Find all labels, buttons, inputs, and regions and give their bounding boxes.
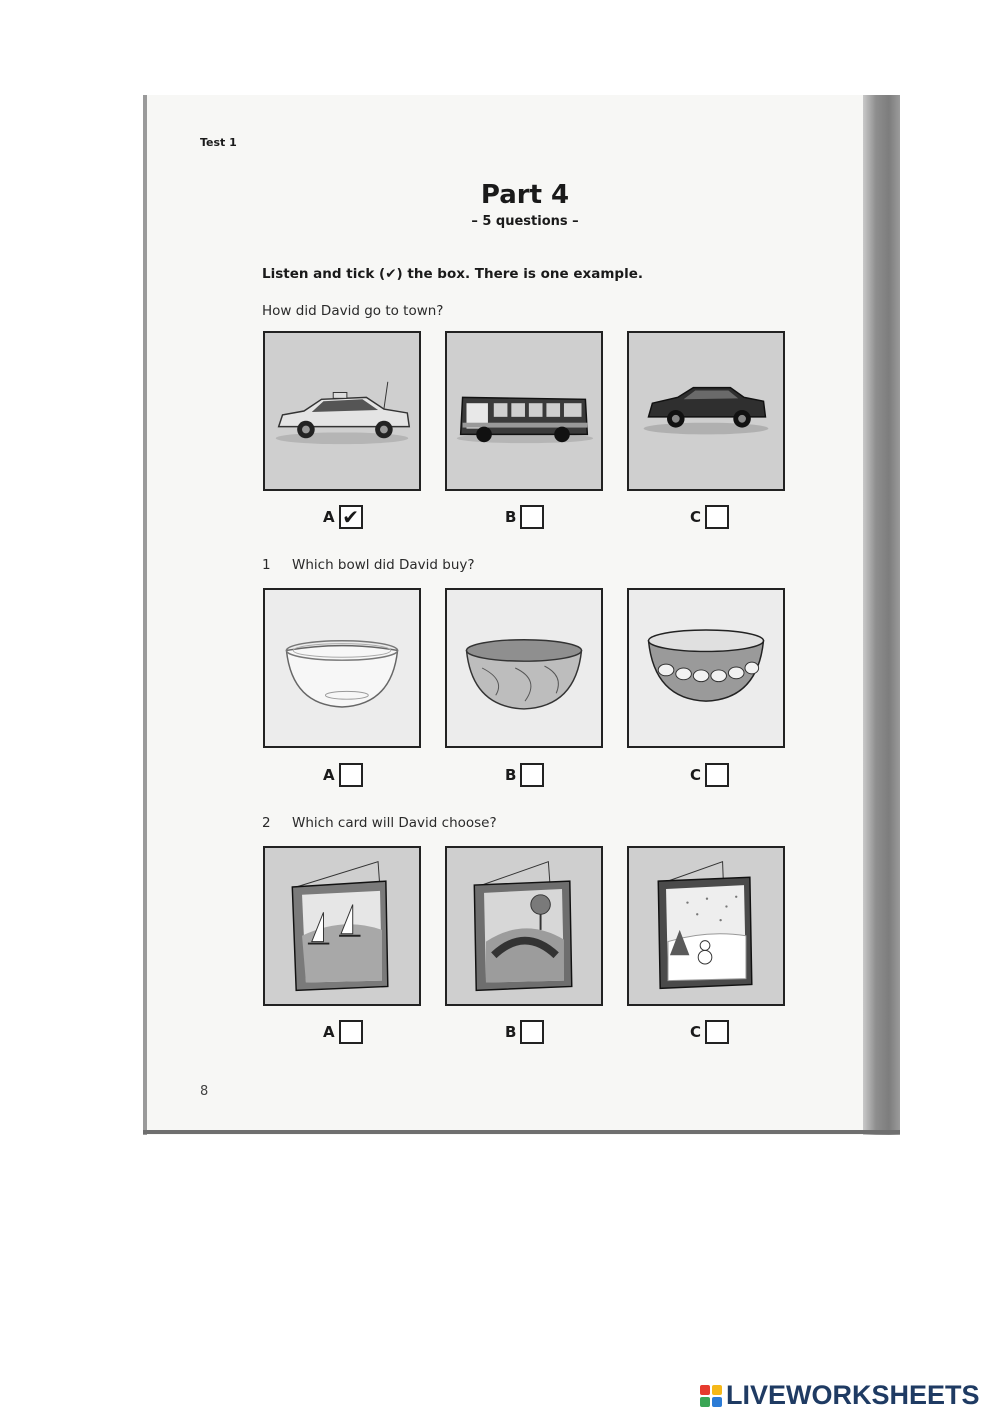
option-letter: B — [505, 1023, 517, 1041]
picture-taxi — [263, 331, 421, 491]
option-letter: B — [505, 508, 517, 526]
tick-box[interactable] — [520, 763, 544, 787]
picture-bridge-card — [445, 846, 603, 1006]
option-c-q1 — [690, 760, 729, 790]
option-letter: C — [690, 766, 702, 784]
book-binding-shadow — [863, 95, 900, 1135]
tick-box[interactable] — [339, 763, 363, 787]
question-2 — [262, 815, 497, 831]
picture-snow-card — [627, 846, 785, 1006]
option-c-q2 — [690, 1017, 729, 1047]
picture-glass-bowl — [263, 588, 421, 748]
option-b-q2 — [505, 1017, 544, 1047]
option-letter: A — [323, 508, 335, 526]
page-bottom-edge — [143, 1130, 900, 1134]
picture-wooden-bowl — [445, 588, 603, 748]
option-letter: C — [690, 508, 702, 526]
brand-name: LIVEWORKSHEETS — [726, 1380, 980, 1410]
page-number: 8 — [200, 1084, 209, 1099]
option-a-q2 — [323, 1017, 363, 1047]
tick-icon: ✔ — [342, 505, 359, 529]
tick-box[interactable] — [705, 1020, 729, 1044]
question-text: Which bowl did David buy? — [292, 557, 475, 573]
question-number: 1 — [262, 557, 271, 573]
logo-square-red — [700, 1385, 710, 1395]
tick-box-checked[interactable] — [339, 505, 363, 529]
picture-boats-card — [263, 846, 421, 1006]
option-a-q1 — [323, 760, 363, 790]
liveworksheets-logo-icon — [700, 1385, 722, 1407]
liveworksheets-brand[interactable] — [700, 1380, 980, 1411]
option-letter: C — [690, 1023, 702, 1041]
logo-square-yellow — [712, 1385, 722, 1395]
tick-box[interactable] — [520, 505, 544, 529]
tick-box[interactable] — [520, 1020, 544, 1044]
question-example — [262, 303, 443, 319]
question-1 — [262, 557, 475, 573]
picture-patterned-bowl — [627, 588, 785, 748]
tick-box[interactable] — [339, 1020, 363, 1044]
option-letter: B — [505, 766, 517, 784]
question-number: 2 — [262, 815, 271, 831]
page-title: Part 4 — [480, 180, 570, 210]
picture-dark-car — [627, 331, 785, 491]
option-a-example — [323, 502, 363, 532]
question-text: Which card will David choose? — [292, 815, 497, 831]
tick-box[interactable] — [705, 763, 729, 787]
page-subtitle: – 5 questions – — [471, 214, 579, 229]
tick-box[interactable] — [705, 505, 729, 529]
picture-bus — [445, 331, 603, 491]
option-letter: A — [323, 1023, 335, 1041]
instruction: Listen and tick (✔) the box. There is one example. — [262, 266, 643, 282]
option-letter: A — [323, 766, 335, 784]
logo-square-blue — [712, 1397, 722, 1407]
logo-square-green — [700, 1397, 710, 1407]
test-label: Test 1 — [200, 136, 237, 149]
question-text: How did David go to town? — [262, 303, 444, 319]
option-b-q1 — [505, 760, 544, 790]
option-b-example — [505, 502, 544, 532]
option-c-example — [690, 502, 729, 532]
